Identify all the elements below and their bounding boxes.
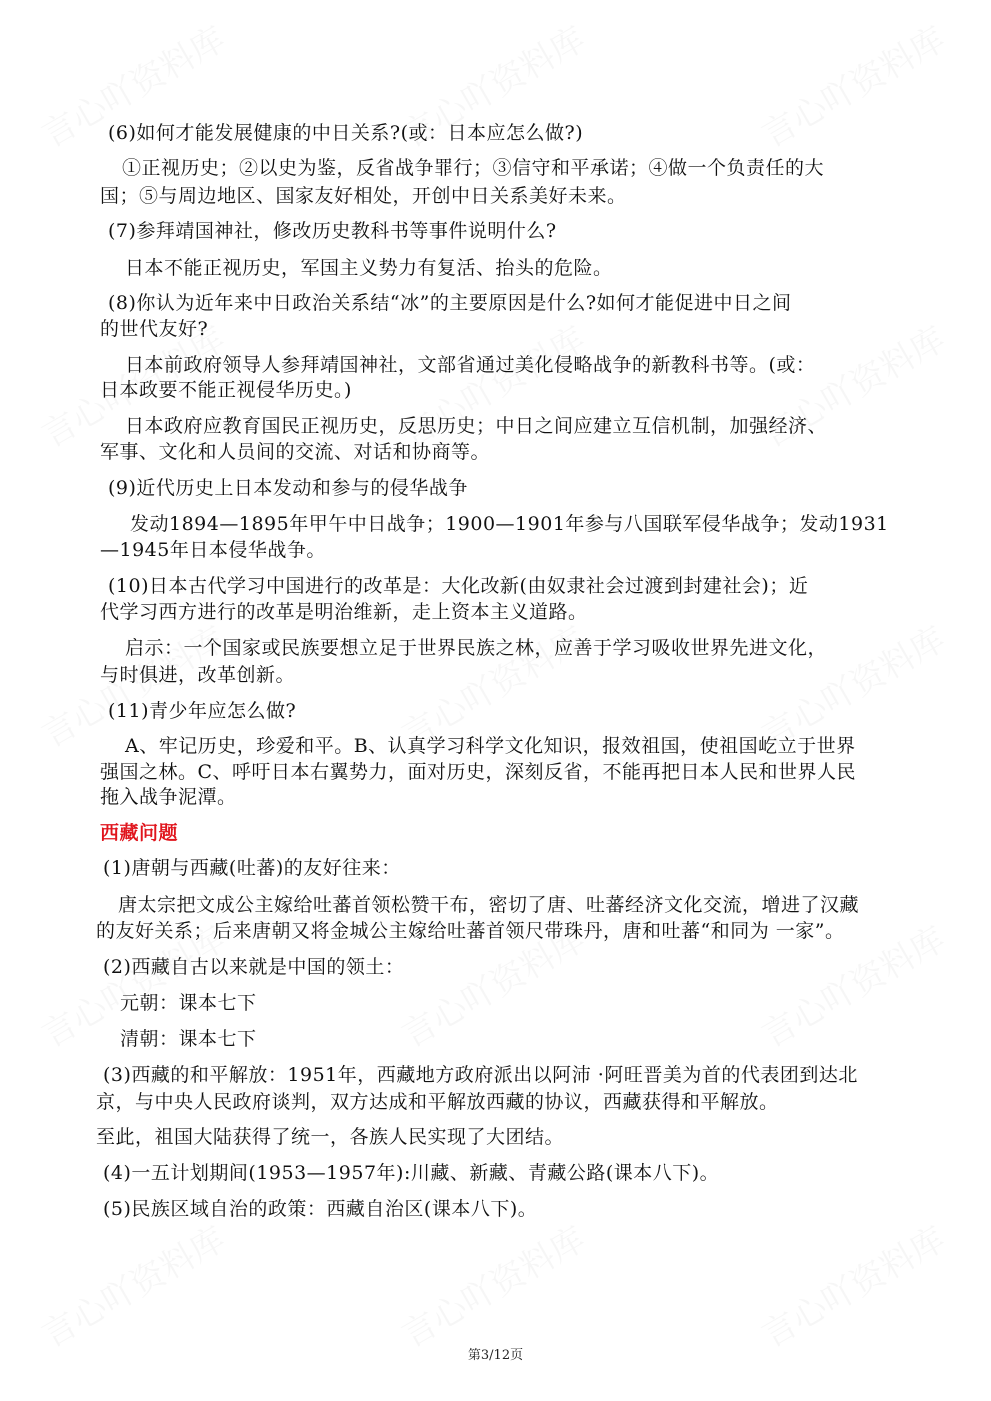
- text-line: 日本不能正视历史，军国主义势力有复活、抬头的危险。: [125, 257, 613, 279]
- watermark-text: [31, 1212, 232, 1356]
- section-heading: 西藏问题: [100, 822, 179, 844]
- text-line: (11)青少年应怎么做?: [108, 700, 297, 722]
- text-line: 京，与中央人民政府谈判，双方达成和平解放西藏的协议，西藏获得和平解放。: [96, 1091, 779, 1113]
- text-line: 军事、文化和人员间的交流、对话和协商等。: [100, 441, 491, 463]
- text-line: 发动1894—1895年甲午中日战争；1900—1901年参与八国联军侵华战争；发动1931: [130, 513, 889, 535]
- text-line: (2)西藏自古以来就是中国的领土：: [103, 956, 405, 978]
- text-line: (9)近代历史上日本发动和参与的侵华战争: [108, 477, 468, 499]
- text-line: 清朝：课本七下: [120, 1028, 257, 1050]
- text-line: 与时俱进，改革创新。: [100, 664, 296, 686]
- text-line: (10)日本古代学习中国进行的改革是：大化改新(由奴隶社会过渡到封建社会)；近: [108, 575, 809, 597]
- text-line: 启示：一个国家或民族要想立足于世界民族之林，应善于学习吸收世界先进文化，: [125, 637, 828, 659]
- text-line: 的友好关系；后来唐朝又将金城公主嫁给吐蕃首领尺带珠丹，唐和吐蕃“和同为 一家”。: [96, 920, 845, 942]
- text-line: (6)如何才能发展健康的中日关系?(或：日本应怎么做?): [108, 122, 584, 144]
- watermark-text: [751, 12, 952, 156]
- text-line: (7)参拜靖国神社，修改历史教科书等事件说明什么?: [108, 220, 557, 242]
- text-line: 至此，祖国大陆获得了统一，各族人民实现了大团结。: [96, 1126, 565, 1148]
- watermark-text: [751, 1212, 952, 1356]
- text-line: 日本前政府领导人参拜靖国神社，文部省通过美化侵略战争的新教科书等。(或：: [125, 354, 816, 376]
- page-number: 第3/12页: [467, 1348, 524, 1363]
- text-line: 唐太宗把文成公主嫁给吐蕃首领松赞干布，密切了唐、吐蕃经济文化交流，增进了汉藏: [118, 894, 860, 916]
- text-line: 元朝：课本七下: [120, 992, 257, 1014]
- text-line: ①正视历史；②以史为鉴，反省战争罪行；③信守和平承诺；④做一个负责任的大: [122, 157, 825, 179]
- text-line: (1)唐朝与西藏(吐蕃)的友好往来：: [103, 857, 401, 879]
- text-line: 强国之林。C、呼吁日本右翼势力，面对历史，深刻反省，不能再把日本人民和世界人民: [100, 761, 857, 783]
- text-line: (3)西藏的和平解放：1951年，西藏地方政府派出以阿沛 ·阿旺晋美为首的代表团到达北: [103, 1064, 858, 1086]
- text-line: (4)一五计划期间(1953—1957年):川藏、新藏、青藏公路(课本八下)。: [103, 1162, 720, 1184]
- text-line: 国；⑤与周边地区、国家友好相处，开创中日关系美好未来。: [100, 185, 627, 207]
- text-line: (5)民族区域自治的政策：西藏自治区(课本八下)。: [103, 1198, 538, 1220]
- text-line: 日本政府应教育国民正视历史，反思历史；中日之间应建立互信机制，加强经济、: [125, 415, 828, 437]
- text-line: —1945年日本侵华战争。: [100, 539, 326, 561]
- text-line: A、牢记历史，珍爱和平。B、认真学习科学文化知识，报效祖国，使祖国屹立于世界: [125, 735, 856, 757]
- text-line: (8)你认为近年来中日政治关系结“冰”的主要原因是什么?如何才能促进中日之间: [108, 292, 792, 314]
- watermark-text: [391, 1212, 592, 1356]
- text-line: 的世代友好?: [100, 318, 209, 340]
- text-line: 拖入战争泥潭。: [100, 786, 237, 808]
- text-line: 日本政要不能正视侵华历史。): [100, 379, 352, 401]
- text-line: 代学习西方进行的改革是明治维新，走上资本主义道路。: [100, 601, 588, 623]
